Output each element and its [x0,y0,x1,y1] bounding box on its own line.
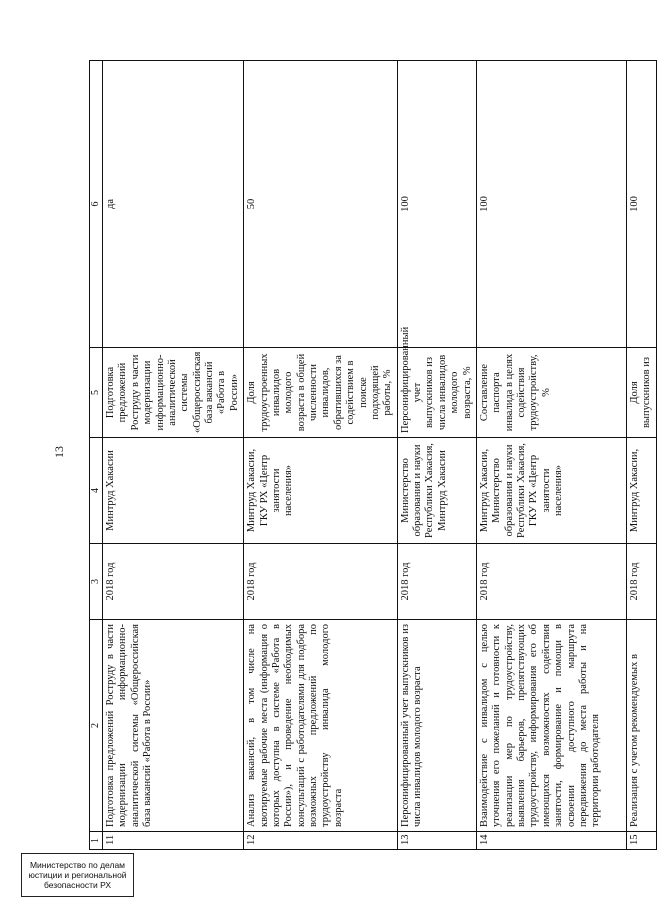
table-row [103,61,244,850]
header-cell: 6 [90,61,103,348]
value-cell: 100 [476,61,626,348]
table-row [397,61,476,850]
indicator-cell: Составление паспорта инвалида в целях содействия трудоустройству, % [476,348,626,438]
responsible-cell: Министерство образования и науки Республики Хакасия, Минтруд Хакасии [397,438,476,544]
table-wrapper [89,61,653,850]
deadline-cell: 2018 год [397,544,476,620]
header-cell: 2 [90,620,103,832]
deadline-cell: 2018 год [103,544,244,620]
indicator-cell: Доля выпускников из [626,348,656,438]
responsible-cell: Минтруд Хакасии [103,438,244,544]
activity-cell: Взаимодействие с инвалидом с целью уточнения его пожеланий и готовности к реализации мер по трудоустройству, выявления барьеров, препятствующих трудоустройству, информирования его об имеющихся возможностях содействия занятости, формирование и помощи в освоении доступного маршрута передвижения до места работы и на территории работодателя [476,620,626,832]
table-row [626,61,656,850]
row-number: 11 [103,832,244,850]
page-number: 13 [52,446,66,458]
value-cell: 100 [397,61,476,348]
row-number: 13 [397,832,476,850]
deadline-cell: 2018 год [476,544,626,620]
stamp-line: Министерство по делам [29,859,126,870]
responsible-cell: Минтруд Хакасии, ГКУ РХ «Центр занятости населения» [244,438,398,544]
table-header-row [90,61,103,850]
header-cell: 3 [90,544,103,620]
stamp-line: юстиции и региональной [28,869,127,880]
row-number: 15 [626,832,656,850]
header-cell: 5 [90,348,103,438]
value-cell: 50 [244,61,398,348]
indicator-cell: Персонифицированный учет выпускников из числа инвалидов молодого возраста, % [397,348,476,438]
table-row [476,61,626,850]
row-number: 14 [476,832,626,850]
table-row [244,61,398,850]
activity-cell: Подготовка предложений Роструду в части модернизации информационно-аналитической системы «Общероссийская база вакансий «Работа в России» [103,620,244,832]
indicator-cell: Доля трудоустроенных инвалидов молодого возраста в общей численности инвалидов, обратившихся за содействием в поиске подходящей работы, % [244,348,398,438]
activity-cell: Персонифицированный учет выпускников из числа инвалидов молодого возраста [397,620,476,832]
activity-cell: Анализ вакансий, в том числе на квотируемые рабочие места (информация о которых доступна в системе «Работа в России»), и проведение необходимых консультаций с работодателями для подбора возможных предложений по трудоустройству инвалида молодого возраста [244,620,398,832]
responsible-cell: Минтруд Хакасии, Министерство образования и науки Республики Хакасия, ГКУ РХ «Центр занятости населения» [476,438,626,544]
deadline-cell: 2018 год [626,544,656,620]
activity-cell: Реализация с учетом рекомендуемых в [626,620,656,832]
stamp-line: безопасности РХ [43,880,112,891]
row-number: 12 [244,832,398,850]
responsible-cell: Минтруд Хакасии, [626,438,656,544]
indicator-cell: Подготовка предложений Роструду в части модернизации информационно-аналитической системы «Общероссийская база вакансий «Работа в России» [103,348,244,438]
rotated-table-container [89,61,653,850]
header-cell: 1 [90,832,103,850]
header-cell: 4 [90,438,103,544]
value-cell: 100 [626,61,656,348]
registration-stamp [21,853,134,897]
value-cell: да [103,61,244,348]
measures-table [89,60,657,850]
deadline-cell: 2018 год [244,544,398,620]
